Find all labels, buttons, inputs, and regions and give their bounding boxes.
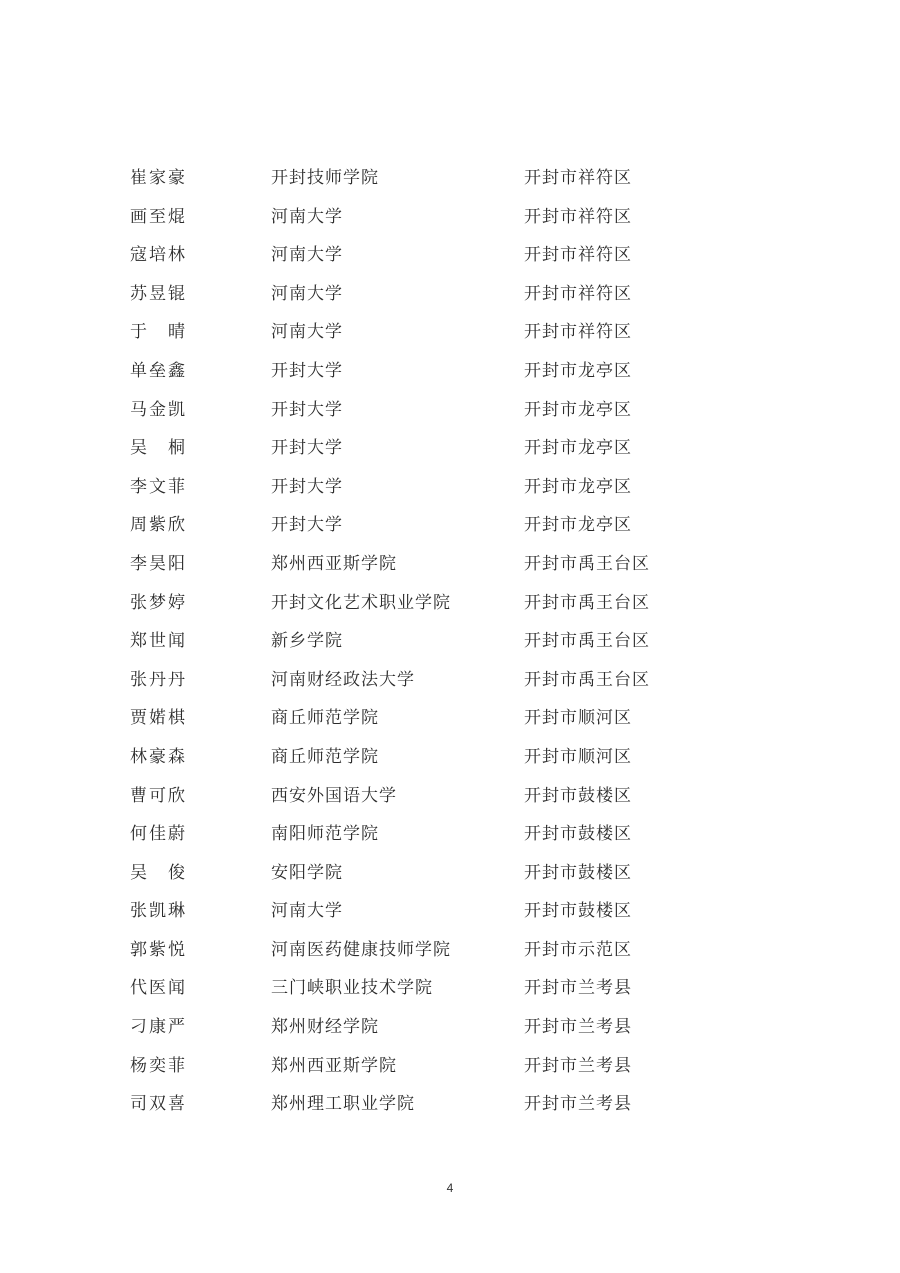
student-name: 崔家豪 [130, 168, 187, 188]
school-name: 开封大学 [271, 515, 343, 536]
table-row [0, 391, 900, 430]
school-name: 西安外国语大学 [271, 785, 397, 806]
student-name: 郭紫悦 [130, 939, 187, 960]
roster-table [0, 159, 900, 1124]
table-row [0, 236, 900, 275]
table-row [0, 1008, 900, 1047]
school-name: 开封大学 [271, 438, 343, 459]
region-name: 开封市祥符区 [524, 283, 632, 304]
student-name: 周紫欣 [130, 515, 187, 536]
student-name: 马金凯 [130, 399, 187, 420]
student-name: 单垒鑫 [130, 360, 187, 381]
table-row [0, 468, 900, 507]
student-name: 何佳蔚 [130, 824, 187, 845]
table-row [0, 969, 900, 1008]
region-name: 开封市示范区 [524, 939, 632, 960]
school-name: 郑州西亚斯学院 [271, 553, 397, 574]
student-name: 杨奕菲 [130, 1055, 187, 1076]
region-name: 开封市鼓楼区 [524, 901, 632, 922]
school-name: 郑州西亚斯学院 [271, 1055, 397, 1076]
region-name: 开封市鼓楼区 [524, 785, 632, 806]
table-row [0, 622, 900, 661]
region-name: 开封市祥符区 [524, 322, 632, 343]
student-name: 司双喜 [130, 1094, 187, 1115]
region-name: 开封市禹王台区 [524, 631, 650, 652]
region-name: 开封市龙亭区 [524, 476, 632, 497]
student-name: 代医闻 [130, 978, 187, 999]
school-name: 开封文化艺术职业学院 [271, 592, 451, 613]
school-name: 商丘师范学院 [271, 746, 379, 767]
table-row [0, 275, 900, 314]
region-name: 开封市兰考县 [524, 978, 632, 999]
student-name: 画至焜 [130, 206, 187, 227]
student-name: 于 晴 [130, 322, 187, 343]
region-name: 开封市兰考县 [524, 1094, 632, 1115]
region-name: 开封市龙亭区 [524, 438, 632, 459]
table-row [0, 815, 900, 854]
school-name: 河南大学 [271, 322, 343, 343]
school-name: 河南大学 [271, 206, 343, 227]
region-name: 开封市禹王台区 [524, 553, 650, 574]
student-name: 贾婼棋 [130, 708, 187, 729]
table-row [0, 198, 900, 237]
student-name: 张丹丹 [130, 669, 187, 690]
region-name: 开封市祥符区 [524, 168, 632, 188]
student-name: 李昊阳 [130, 553, 187, 574]
school-name: 开封大学 [271, 476, 343, 497]
table-row [0, 777, 900, 816]
school-name: 河南大学 [271, 245, 343, 266]
school-name: 开封大学 [271, 360, 343, 381]
region-name: 开封市龙亭区 [524, 360, 632, 381]
school-name: 开封大学 [271, 399, 343, 420]
table-row [0, 506, 900, 545]
page-number: 4 [446, 1181, 454, 1195]
school-name: 商丘师范学院 [271, 708, 379, 729]
school-name: 郑州理工职业学院 [271, 1094, 415, 1115]
table-row [0, 584, 900, 623]
region-name: 开封市龙亭区 [524, 399, 632, 420]
table-row [0, 1047, 900, 1086]
region-name: 开封市祥符区 [524, 206, 632, 227]
table-row [0, 545, 900, 584]
table-row [0, 854, 900, 893]
table-row [0, 352, 900, 391]
region-name: 开封市禹王台区 [524, 669, 650, 690]
region-name: 开封市禹王台区 [524, 592, 650, 613]
student-name: 吴 桐 [130, 438, 187, 459]
region-name: 开封市鼓楼区 [524, 824, 632, 845]
student-name: 曹可欣 [130, 785, 187, 806]
table-row [0, 313, 900, 352]
school-name: 河南财经政法大学 [271, 669, 415, 690]
student-name: 郑世闻 [130, 631, 187, 652]
student-name: 张梦婷 [130, 592, 187, 613]
school-name: 三门峡职业技术学院 [271, 978, 433, 999]
student-name: 刁康严 [130, 1017, 187, 1038]
student-name: 寇培林 [130, 245, 187, 266]
school-name: 新乡学院 [271, 631, 343, 652]
region-name: 开封市兰考县 [524, 1017, 632, 1038]
school-name: 安阳学院 [271, 862, 343, 883]
school-name: 郑州财经学院 [271, 1017, 379, 1038]
table-row [0, 931, 900, 970]
region-name: 开封市顺河区 [524, 708, 632, 729]
student-name: 张凯琳 [130, 901, 187, 922]
school-name: 开封技师学院 [271, 168, 379, 188]
school-name: 南阳师范学院 [271, 824, 379, 845]
region-name: 开封市祥符区 [524, 245, 632, 266]
student-name: 苏昱锟 [130, 283, 187, 304]
table-row [0, 661, 900, 700]
table-row [0, 1085, 900, 1124]
school-name: 河南大学 [271, 283, 343, 304]
student-name: 吴 俊 [130, 862, 187, 883]
student-name: 林豪森 [130, 746, 187, 767]
table-row [0, 738, 900, 777]
region-name: 开封市兰考县 [524, 1055, 632, 1076]
table-row [0, 699, 900, 738]
region-name: 开封市鼓楼区 [524, 862, 632, 883]
student-name: 李文菲 [130, 476, 187, 497]
table-row [0, 429, 900, 468]
table-row [0, 892, 900, 931]
table-row [0, 159, 900, 198]
region-name: 开封市顺河区 [524, 746, 632, 767]
school-name: 河南医药健康技师学院 [271, 939, 451, 960]
region-name: 开封市龙亭区 [524, 515, 632, 536]
school-name: 河南大学 [271, 901, 343, 922]
